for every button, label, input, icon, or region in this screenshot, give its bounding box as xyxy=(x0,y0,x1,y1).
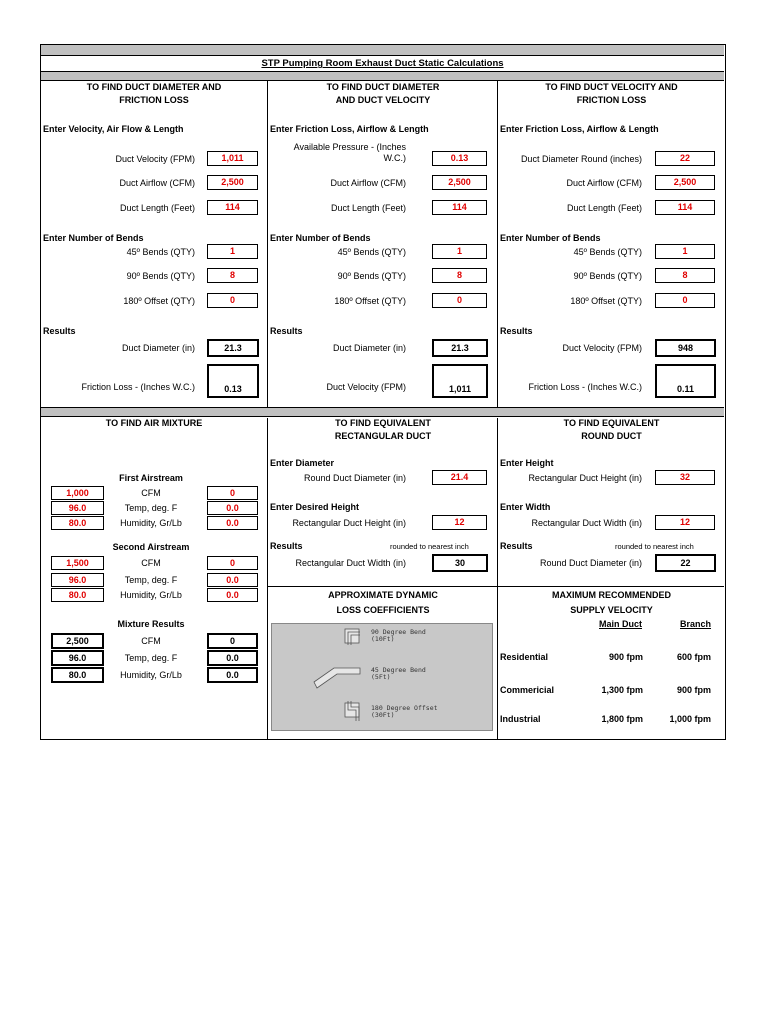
supply-header: MAXIMUM RECOMMENDED SUPPLY VELOCITY xyxy=(552,590,671,615)
panel3-enter-label: Enter Friction Loss, Airflow & Length xyxy=(500,124,659,134)
mixture-temp: 96.0 xyxy=(51,650,104,666)
field-label: Duct Velocity (FPM) xyxy=(115,154,195,164)
bend-label: 90º Bends (QTY) xyxy=(573,271,642,281)
first-airstream-label: First Airstream xyxy=(119,473,183,483)
field-label: Duct Airflow (CFM) xyxy=(119,178,195,188)
air-mixture-header: TO FIND AIR MIXTURE xyxy=(105,418,203,428)
second-humidity-label: Humidity, Gr/Lb xyxy=(120,590,182,600)
divider-1 xyxy=(267,80,268,410)
panel1-header: TO FIND DUCT DIAMETER AND FRICTION LOSS xyxy=(86,82,222,105)
second-cfm-out: 0 xyxy=(207,556,258,570)
panel1-bends-label: Enter Number of Bends xyxy=(43,233,144,243)
row-industrial-main: 1,800 fpm xyxy=(601,714,643,724)
separator-line xyxy=(268,586,724,587)
col-branch: Branch xyxy=(680,619,712,629)
bends-45-input[interactable]: 1 xyxy=(207,244,258,259)
duct-velocity-result: 1,011 xyxy=(432,364,488,398)
second-humidity-out: 0.0 xyxy=(207,588,258,602)
second-airstream-label: Second Airstream xyxy=(112,542,190,552)
loss-item-90: 90 Degree Bend (10Ft) xyxy=(371,628,426,643)
rect-height-label: Rectangular Duct Height (in) xyxy=(292,518,406,528)
result-label: Duct Velocity (FPM) xyxy=(326,382,406,392)
mixture-cfm-label: CFM xyxy=(141,636,161,646)
panel2-bends-label: Enter Number of Bends xyxy=(270,233,371,243)
field-label: Available Pressure - (Inches W.C.) xyxy=(293,142,406,163)
divider-3 xyxy=(267,418,268,739)
result-label: Duct Diameter (in) xyxy=(121,343,195,353)
panel3-bends-label: Enter Number of Bends xyxy=(500,233,601,243)
bends-45-input-3[interactable]: 1 xyxy=(655,244,715,259)
col-main-duct: Main Duct xyxy=(599,619,643,629)
bend-label: 90º Bends (QTY) xyxy=(126,271,195,281)
rect-height-input[interactable]: 12 xyxy=(432,515,487,530)
row-residential-main: 900 fpm xyxy=(608,652,643,662)
result-label: Duct Diameter (in) xyxy=(332,343,406,353)
offset-180-input-2[interactable]: 0 xyxy=(432,293,487,308)
enter-height-label: Enter Desired Height xyxy=(270,502,360,512)
row-commercial-main: 1,300 fpm xyxy=(601,685,643,695)
bend-label: 90º Bends (QTY) xyxy=(337,271,406,281)
round-duct-diameter-input[interactable]: 21.4 xyxy=(432,470,487,485)
top-bar xyxy=(41,45,724,56)
round-header: TO FIND EQUIVALENT ROUND DUCT xyxy=(563,418,660,441)
divider-4 xyxy=(497,418,498,739)
first-humidity-out: 0.0 xyxy=(207,516,258,530)
mixture-temp-out: 0.0 xyxy=(207,650,258,666)
first-temp-label: Temp, deg. F xyxy=(124,503,178,513)
duct-length-input-2[interactable]: 114 xyxy=(432,200,487,215)
panel1-results-label: Results xyxy=(43,326,76,336)
bends-90-input[interactable]: 8 xyxy=(207,268,258,283)
second-temp-label: Temp, deg. F xyxy=(124,575,178,585)
duct-diameter-result: 21.3 xyxy=(207,339,259,357)
bends-45-input-2[interactable]: 1 xyxy=(432,244,487,259)
bend-label: 45º Bends (QTY) xyxy=(573,247,642,257)
row-residential-branch: 600 fpm xyxy=(676,652,711,662)
second-cfm-input[interactable]: 1,500 xyxy=(51,556,104,570)
bend-label: 180º Offset (QTY) xyxy=(570,296,642,306)
panel1-enter-label: Enter Velocity, Air Flow & Length xyxy=(43,124,184,134)
field-label: Duct Airflow (CFM) xyxy=(566,178,642,188)
round-rect-height-label: Rectangular Duct Height (in) xyxy=(528,473,642,483)
row-industrial-branch: 1,000 fpm xyxy=(669,714,711,724)
loss-coefficients-diagram xyxy=(271,623,493,731)
first-cfm-input[interactable]: 1,000 xyxy=(51,486,104,500)
bend-label: 180º Offset (QTY) xyxy=(334,296,406,306)
bend-label: 45º Bends (QTY) xyxy=(337,247,406,257)
row-industrial-name: Industrial xyxy=(500,714,541,724)
field-label: Duct Length (Feet) xyxy=(330,203,406,213)
mixture-humidity-label: Humidity, Gr/Lb xyxy=(120,670,182,680)
duct-airflow-input-2[interactable]: 2,500 xyxy=(432,175,487,190)
duct-velocity-result-3: 948 xyxy=(655,339,716,357)
second-humidity-input[interactable]: 80.0 xyxy=(51,588,104,602)
friction-loss-result-3: 0.11 xyxy=(655,364,716,398)
enter-diameter-label: Enter Diameter xyxy=(270,458,335,468)
duct-length-input-3[interactable]: 114 xyxy=(655,200,715,215)
bend-90-icon xyxy=(345,629,360,645)
result-label: Friction Loss - (Inches W.C.) xyxy=(81,382,195,392)
panel2-results-label: Results xyxy=(270,326,303,336)
second-temp-input[interactable]: 96.0 xyxy=(51,573,104,587)
row-commercial-name: Commericial xyxy=(500,685,555,695)
rounded-note-2: rounded to nearest inch xyxy=(615,542,694,551)
first-humidity-label: Humidity, Gr/Lb xyxy=(120,518,182,528)
rect-header: TO FIND EQUIVALENT RECTANGULAR DUCT xyxy=(334,418,432,441)
mixture-humidity: 80.0 xyxy=(51,667,104,683)
first-cfm-label: CFM xyxy=(141,488,161,498)
round-rect-width-input[interactable]: 12 xyxy=(655,515,715,530)
loss-item-180: 180 Degree Offset (30Ft) xyxy=(371,704,438,719)
enter-height-label-2: Enter Height xyxy=(500,458,554,468)
row-residential-name: Residential xyxy=(500,652,549,662)
mixture-results-label: Mixture Results xyxy=(117,619,185,629)
round-diameter-label: Round Duct Diameter (in) xyxy=(303,473,406,483)
mixture-cfm-out: 0 xyxy=(207,633,258,649)
bend-label: 45º Bends (QTY) xyxy=(126,247,195,257)
panel3-header: TO FIND DUCT VELOCITY AND FRICTION LOSS xyxy=(545,82,678,105)
first-temp-out: 0.0 xyxy=(207,501,258,515)
offset-180-input[interactable]: 0 xyxy=(207,293,258,308)
round-diameter-result: 22 xyxy=(655,554,716,572)
result-label: Duct Velocity (FPM) xyxy=(562,343,642,353)
mixture-temp-label: Temp, deg. F xyxy=(124,653,178,663)
result-label: Friction Loss - (Inches W.C.) xyxy=(528,382,642,392)
field-label: Duct Length (Feet) xyxy=(119,203,195,213)
bend-45-icon xyxy=(314,668,360,688)
bends-90-input-3[interactable]: 8 xyxy=(655,268,715,283)
field-label: Duct Airflow (CFM) xyxy=(330,178,406,188)
mixture-humidity-out: 0.0 xyxy=(207,667,258,683)
available-pressure-input[interactable]: 0.13 xyxy=(432,151,487,166)
second-temp-out: 0.0 xyxy=(207,573,258,587)
offset-180-input-3[interactable]: 0 xyxy=(655,293,715,308)
duct-airflow-input[interactable]: 2,500 xyxy=(207,175,258,190)
rounded-note: rounded to nearest inch xyxy=(390,542,469,551)
duct-airflow-input-3[interactable]: 2,500 xyxy=(655,175,715,190)
round-results-label: Results xyxy=(500,541,533,551)
round-rect-height-input[interactable]: 32 xyxy=(655,470,715,485)
row-commercial-branch: 900 fpm xyxy=(676,685,711,695)
calculation-sheet xyxy=(40,44,726,740)
field-label: Duct Length (Feet) xyxy=(566,203,642,213)
loss-item-45: 45 Degree Bend (5Ft) xyxy=(371,666,426,681)
panel3-results-label: Results xyxy=(500,326,533,336)
duct-diameter-result-2: 21.3 xyxy=(432,339,488,357)
bend-label: 180º Offset (QTY) xyxy=(123,296,195,306)
offset-180-icon xyxy=(345,701,359,721)
title-bar xyxy=(41,71,724,81)
rect-width-result: 30 xyxy=(432,554,488,572)
middle-bar xyxy=(41,407,724,417)
enter-width-label: Enter Width xyxy=(500,502,551,512)
first-humidity-input[interactable]: 80.0 xyxy=(51,516,104,530)
duct-velocity-input[interactable]: 1,011 xyxy=(207,151,258,166)
duct-length-input[interactable]: 114 xyxy=(207,200,258,215)
round-rect-width-label: Rectangular Duct Width (in) xyxy=(531,518,642,528)
mixture-cfm: 2,500 xyxy=(51,633,104,649)
loss-header: APPROXIMATE DYNAMIC LOSS COEFFICIENTS xyxy=(328,590,438,615)
first-cfm-out: 0 xyxy=(207,486,258,500)
second-cfm-label: CFM xyxy=(141,558,161,568)
panel2-enter-label: Enter Friction Loss, Airflow & Length xyxy=(270,124,429,134)
duct-diameter-round-input[interactable]: 22 xyxy=(655,151,715,166)
field-label: Duct Diameter Round (inches) xyxy=(520,154,642,164)
panel2-header: TO FIND DUCT DIAMETER AND DUCT VELOCITY xyxy=(326,82,440,105)
first-temp-input[interactable]: 96.0 xyxy=(51,501,104,515)
bends-90-input-2[interactable]: 8 xyxy=(432,268,487,283)
rect-width-label: Rectangular Duct Width (in) xyxy=(295,558,406,568)
sheet-title: STP Pumping Room Exhaust Duct Static Calculations xyxy=(261,58,504,69)
round-diameter-result-label: Round Duct Diameter (in) xyxy=(539,558,642,568)
rect-results-label: Results xyxy=(270,541,303,551)
divider-2 xyxy=(497,80,498,410)
friction-loss-result: 0.13 xyxy=(207,364,259,398)
